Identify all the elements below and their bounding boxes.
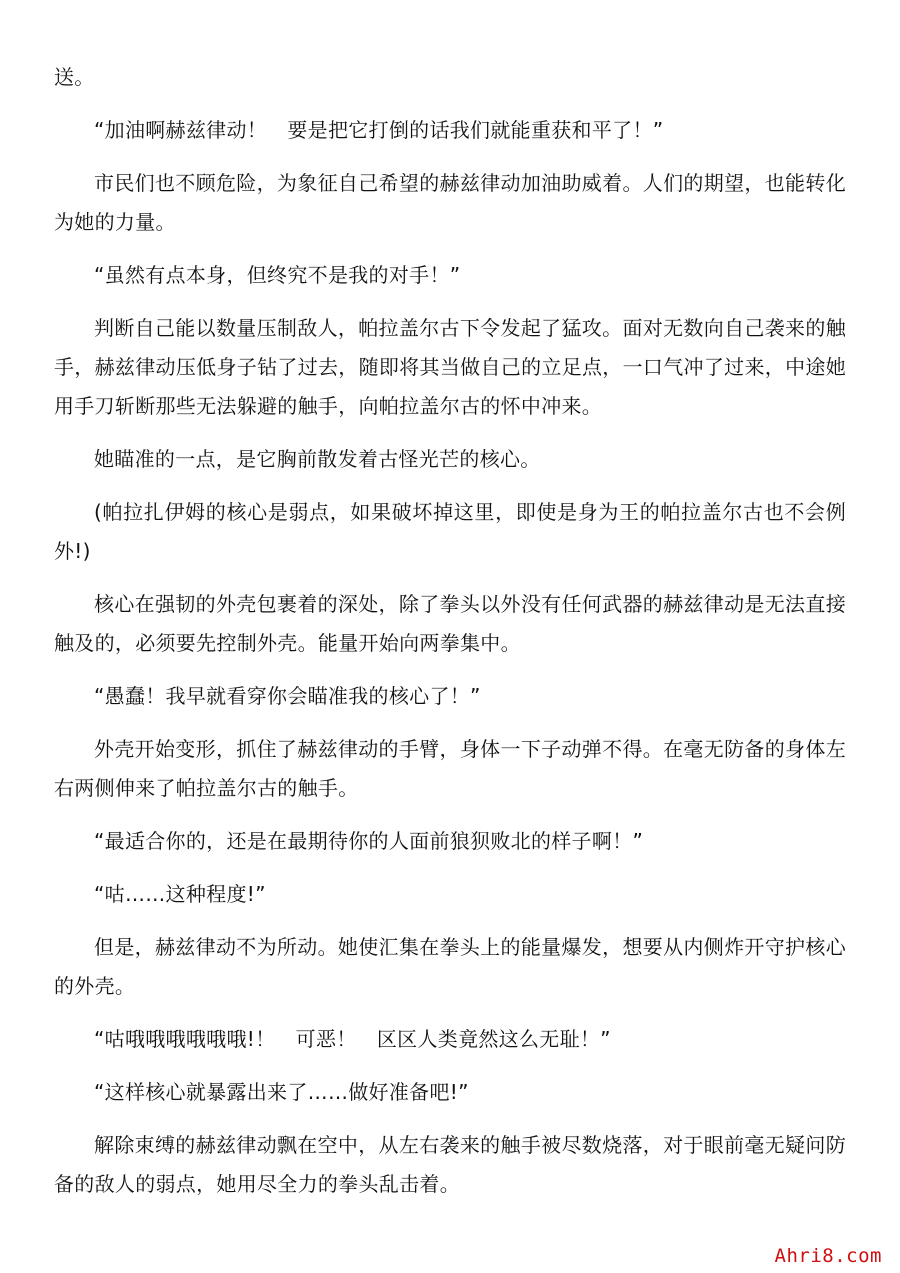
paragraph-10: 外壳开始变形，抓住了赫兹律动的手臂，身体一下子动弹不得。在毫无防备的身体左右两侧伸来了帕拉盖尔古的触手。 <box>54 737 846 800</box>
paragraph-16: 解除束缚的赫兹律动飘在空中，从左右袭来的触手被尽数烧落，对于眼前毫无疑问防备的敌人的弱点，她用尽全力的拳头乱击着。 <box>54 1133 846 1196</box>
watermark-text: Ahri8.com <box>774 1245 882 1267</box>
paragraph-15: “这样核心就暴露出来了……做好准备吧!” <box>94 1080 469 1104</box>
paragraph-13: 但是，赫兹律动不为所动。她使汇集在拳头上的能量爆发，想要从内侧炸开守护核心的外壳。 <box>54 935 846 998</box>
paragraph-4: “虽然有点本身，但终究不是我的对手！” <box>94 263 461 287</box>
paragraph-7: (帕拉扎伊姆的核心是弱点，如果破坏掉这里，即使是身为王的帕拉盖尔古也不会例外!) <box>54 500 846 563</box>
paragraph-3: 市民们也不顾危险，为象征自己希望的赫兹律动加油助威着。人们的期望，也能转化为她的力量。 <box>54 171 846 234</box>
paragraph-11: “最适合你的，还是在最期待你的人面前狼狈败北的样子啊！” <box>94 829 644 853</box>
paragraph-14: “咕哦哦哦哦哦哦!！ 可恶！ 区区人类竟然这么无耻！” <box>94 1027 611 1051</box>
paragraph-9: “愚蠢！我早就看穿你会瞄准我的核心了！” <box>94 684 481 708</box>
paragraph-6: 她瞄准的一点，是它胸前散发着古怪光芒的核心。 <box>94 447 541 471</box>
paragraph-1: 送。 <box>54 65 95 89</box>
paragraph-5: 判断自己能以数量压制敌人，帕拉盖尔古下令发起了猛攻。面对无数向自己袭来的触手，赫兹律动压低身子钻了过去，随即将其当做自己的立足点，一口气冲了过来，中途她用手刀斩断那些无法躲避的触手，向帕拉盖尔古的怀中冲来。 <box>54 316 846 418</box>
paragraph-8: 核心在强韧的外壳包裹着的深处，除了拳头以外没有任何武器的赫兹律动是无法直接触及的，必须要先控制外壳。能量开始向两拳集中。 <box>54 592 846 655</box>
paragraph-2: “加油啊赫兹律动！ 要是把它打倒的话我们就能重获和平了！” <box>94 118 664 142</box>
paragraph-12: “咕……这种程度!” <box>94 882 266 906</box>
document-body <box>54 58 846 1218</box>
